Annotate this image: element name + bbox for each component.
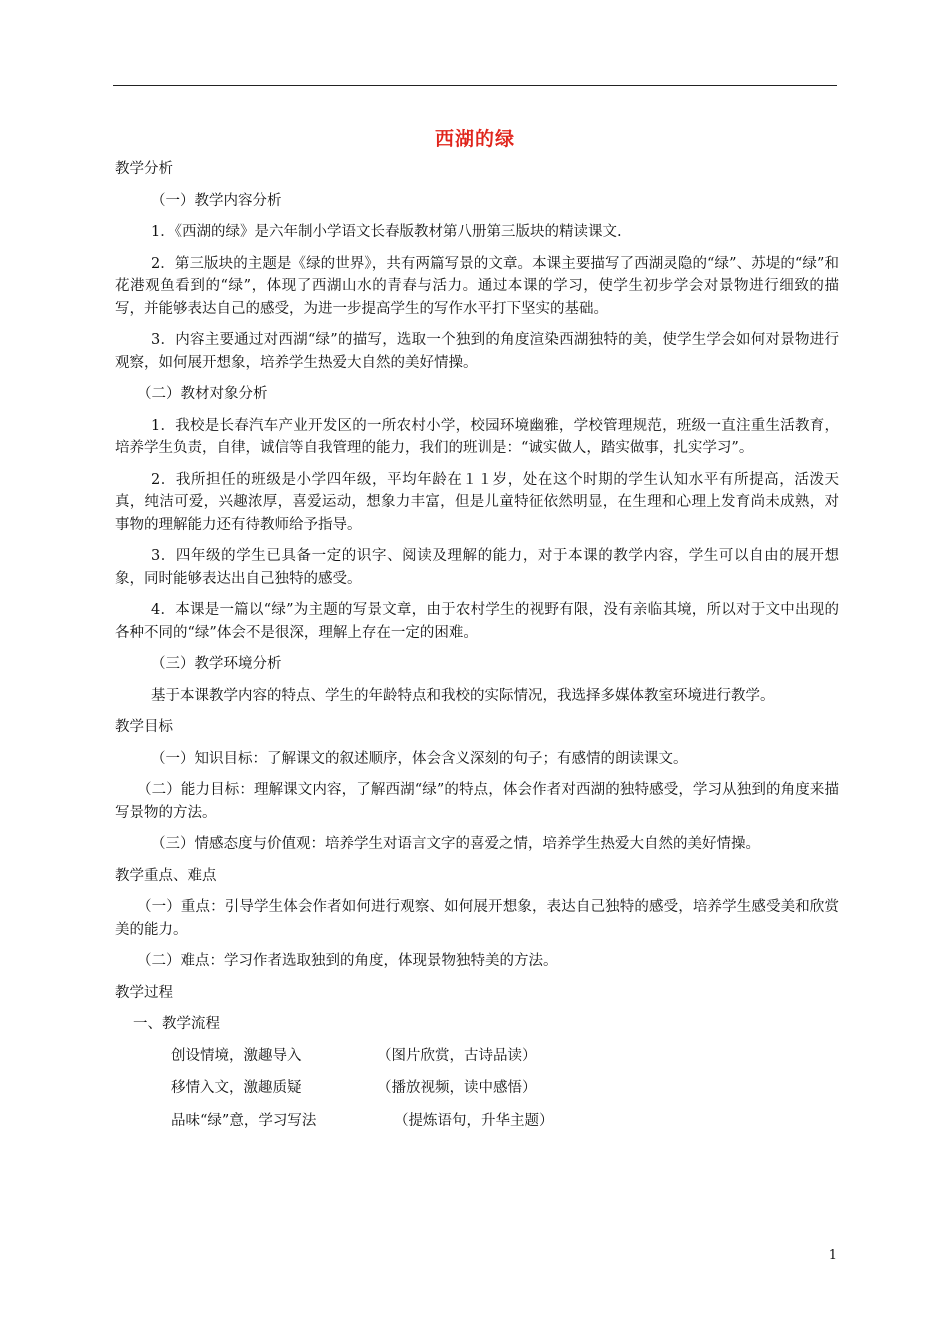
flow-step: 创设情境，激趣导入 bbox=[171, 1047, 302, 1064]
paragraph: 3．内容主要通过对西湖“绿”的描写，选取一个独到的角度渲染西湖独特的美，使学生学会如何对景物进行观察，如何展开想象，培养学生热爱大自然的美好情操。 bbox=[115, 332, 839, 371]
section-heading-key-points: 教学重点、难点 bbox=[115, 867, 217, 884]
key-point: （一）重点：引导学生体会作者如何进行观察、如何展开想象，表达自己独特的感受，培养学生感受美和欣赏美的能力。 bbox=[115, 899, 839, 938]
paragraph: 2．第三版块的主题是《绿的世界》，共有两篇写景的文章。本课主要描写了西湖灵隐的“绿”、苏堤的“绿”和花港观鱼看到的“绿”，体现了西湖山水的青春与活力。通过本课的学习，使学生初步学会对景物进行细致的描写，并能够表达自己的感受，为进一步提高学生的写作水平打下坚实的基础。 bbox=[115, 255, 839, 317]
goal-knowledge: （一）知识目标：了解课文的叙述顺序，体会含义深刻的句子；有感情的朗读课文。 bbox=[151, 750, 688, 767]
header-rule bbox=[113, 85, 837, 86]
flow-step: 品味“绿”意，学习写法 bbox=[171, 1112, 317, 1129]
flow-row bbox=[115, 1077, 839, 1100]
subheading-content-analysis: （一）教学内容分析 bbox=[151, 192, 282, 209]
section-heading-goals: 教学目标 bbox=[115, 719, 173, 735]
flow-step: 移情入文，激趣质疑 bbox=[171, 1080, 302, 1096]
flow-method: （播放视频，读中感悟） bbox=[377, 1080, 537, 1096]
difficult-point: （二）难点：学习作者选取独到的角度，体现景物独特美的方法。 bbox=[137, 953, 558, 969]
flow-method: （图片欣赏，古诗品读） bbox=[377, 1047, 537, 1064]
subheading-environment-analysis: （三）教学环境分析 bbox=[151, 656, 282, 672]
paragraph: 4．本课是一篇以“绿”为主题的写景文章，由于农村学生的视野有限，没有亲临其境，所以对于文中出现的各种不同的“绿”体会不是很深，理解上存在一定的困难。 bbox=[115, 602, 840, 641]
paragraph: 基于本课教学内容的特点、学生的年龄特点和我校的实际情况，我选择多媒体教室环境进行教学。 bbox=[151, 687, 775, 704]
subheading-flow: 一、教学流程 bbox=[133, 1016, 220, 1032]
document-title: 西湖的绿 bbox=[434, 128, 515, 150]
goal-emotion: （三）情感态度与价值观：培养学生对语言文字的喜爱之情，培养学生热爱大自然的美好情操。 bbox=[151, 836, 760, 852]
paragraph: 1．《西湖的绿》是六年制小学语文长春版教材第八册第三版块的精读课文. bbox=[151, 224, 622, 240]
paragraph: 1．我校是长春汽车产业开发区的一所农村小学，校园环境幽雅，学校管理规范，班级一直注重生活教育，培养学生负责，自律，诚信等自我管理的能力，我们的班训是：“诚实做人，踏实做事，扎实学习”。 bbox=[115, 417, 839, 456]
goal-ability: （二）能力目标：理解课文内容，了解西湖“绿”的特点，体会作者对西湖的独特感受，学习从独到的角度来描写景物的方法。 bbox=[115, 782, 839, 821]
paragraph: 2．我所担任的班级是小学四年级，平均年龄在１１岁，处在这个时期的学生认知水平有所提高，活泼天真，纯洁可爱，兴趣浓厚，喜爱运动，想象力丰富，但是儿童特征依然明显，在生理和心理上发育尚未成熟，对事物的理解能力还有待教师给予指导。 bbox=[115, 471, 839, 533]
page-number: 1 bbox=[828, 1248, 837, 1263]
document-body bbox=[115, 158, 839, 1142]
flow-row bbox=[115, 1045, 839, 1068]
section-heading-process: 教学过程 bbox=[115, 984, 173, 1001]
paragraph: 3．四年级的学生已具备一定的识字、阅读及理解的能力，对于本课的教学内容，学生可以自由的展开想象，同时能够表达出自己独特的感受。 bbox=[115, 548, 839, 587]
section-heading-analysis: 教学分析 bbox=[115, 161, 173, 177]
flow-row bbox=[115, 1110, 839, 1133]
subheading-object-analysis: （二）教材对象分析 bbox=[137, 386, 268, 402]
flow-method: （提炼语句，升华主题） bbox=[394, 1112, 554, 1129]
